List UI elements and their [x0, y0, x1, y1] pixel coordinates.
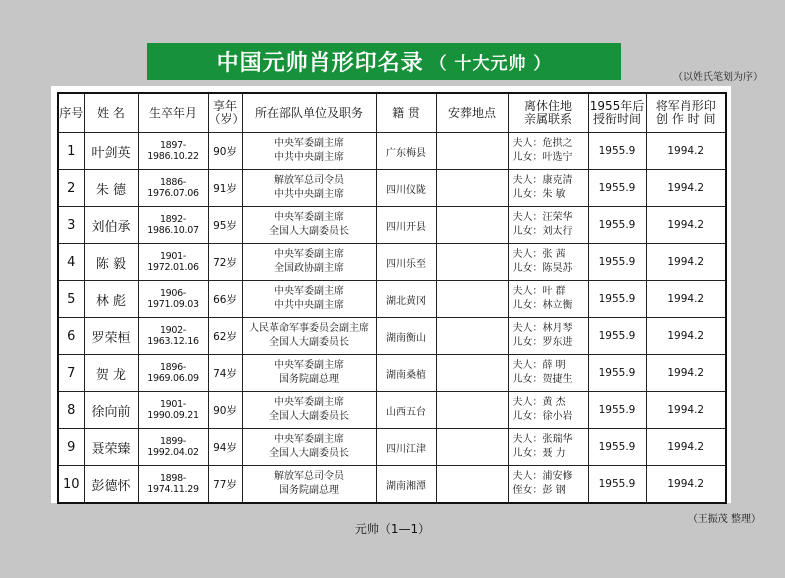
cell-life: 1906-1971.09.03 — [138, 281, 208, 318]
cell-origin: 山西五台 — [376, 392, 436, 429]
compiler-credit: （王振茂 整理） — [687, 514, 761, 525]
cell-age: 74岁 — [208, 355, 242, 392]
cell-no: 9 — [58, 429, 84, 466]
header-line: 姓 名 — [97, 105, 125, 120]
cell-life: 1886-1976.07.06 — [138, 170, 208, 207]
header-row — [58, 93, 726, 133]
cell-family-line: 儿女：林立衡 — [512, 300, 573, 311]
cell-family-line: 儿女：朱 敏 — [512, 189, 566, 200]
cell-name: 罗荣桓 — [84, 318, 138, 355]
cell-family-line: 儿女：刘太行 — [512, 226, 573, 237]
cell-seal: 1994.2 — [646, 133, 726, 170]
cell-family — [508, 392, 588, 429]
header-col-burial — [436, 93, 508, 133]
cell-duty-line: 中共中央副主席 — [274, 300, 344, 311]
table-body — [58, 133, 726, 504]
cell-no: 10 — [58, 466, 84, 504]
cell-family-line: 夫人：张 茜 — [512, 249, 566, 260]
cell-seal: 1994.2 — [646, 318, 726, 355]
cell-family — [508, 318, 588, 355]
header-line: 亲属联系 — [523, 112, 572, 126]
cell-duty-line: 中央军委副主席 — [274, 286, 344, 297]
header-line: 创 作 时 间 — [656, 112, 716, 126]
cell-name: 朱 德 — [84, 170, 138, 207]
cell-family-line: 夫人：叶 群 — [512, 286, 566, 297]
table-row — [58, 244, 726, 281]
cell-origin: 四川仪陇 — [376, 170, 436, 207]
header-col-name — [84, 93, 138, 133]
cell-duty-line: 中央军委副主席 — [274, 138, 344, 149]
cell-no: 1 — [58, 133, 84, 170]
cell-duty-line: 中共中央副主席 — [274, 189, 344, 200]
page-title: 中国元帅肖形印名录 — [216, 51, 424, 76]
cell-duty-line: 解放军总司令员 — [274, 471, 344, 482]
cell-age: 95岁 — [208, 207, 242, 244]
cell-life: 1902-1963.12.16 — [138, 318, 208, 355]
cell-name: 彭德怀 — [84, 466, 138, 504]
header-col-family — [508, 93, 588, 133]
cell-family-line: 儿女：叶选宁 — [512, 152, 573, 163]
cell-duty — [242, 207, 376, 244]
cell-age: 66岁 — [208, 281, 242, 318]
header-line: （岁） — [208, 112, 245, 126]
sort-note: （以姓氏笔划为序） — [673, 72, 763, 83]
cell-family — [508, 207, 588, 244]
header-col-no — [58, 93, 84, 133]
cell-family — [508, 244, 588, 281]
marshal-table — [57, 92, 727, 504]
cell-duty — [242, 170, 376, 207]
cell-duty — [242, 281, 376, 318]
cell-family-line: 夫人：康克清 — [512, 175, 573, 186]
cell-duty-line: 全国人大副委员长 — [269, 337, 349, 348]
cell-burial — [436, 133, 508, 170]
cell-family-line: 儿女：陈昊苏 — [512, 263, 573, 274]
cell-burial — [436, 170, 508, 207]
header-col-seal — [646, 93, 726, 133]
table-row — [58, 170, 726, 207]
cell-rank: 1955.9 — [588, 466, 646, 504]
header-col-rank — [588, 93, 646, 133]
cell-rank: 1955.9 — [588, 318, 646, 355]
cell-rank: 1955.9 — [588, 207, 646, 244]
cell-name: 贺 龙 — [84, 355, 138, 392]
cell-burial — [436, 392, 508, 429]
cell-burial — [436, 466, 508, 504]
cell-duty — [242, 429, 376, 466]
header-line: 籍 贯 — [392, 105, 420, 120]
cell-age: 90岁 — [208, 133, 242, 170]
cell-no: 3 — [58, 207, 84, 244]
header-line: 1955年后 — [589, 99, 645, 113]
cell-family — [508, 133, 588, 170]
table-row — [58, 355, 726, 392]
cell-seal: 1994.2 — [646, 466, 726, 504]
cell-rank: 1955.9 — [588, 170, 646, 207]
cell-duty-line: 全国人大副委员长 — [269, 448, 349, 459]
cell-burial — [436, 207, 508, 244]
cell-burial — [436, 318, 508, 355]
cell-no: 8 — [58, 392, 84, 429]
cell-life: 1897-1986.10.22 — [138, 133, 208, 170]
cell-duty-line: 中央军委副主席 — [274, 360, 344, 371]
cell-family-line: 夫人：林月琴 — [512, 323, 573, 334]
cell-origin: 湖南湘潭 — [376, 466, 436, 504]
table-row — [58, 281, 726, 318]
cell-family-line: 儿女：聂 力 — [512, 448, 566, 459]
cell-seal: 1994.2 — [646, 392, 726, 429]
cell-family — [508, 466, 588, 504]
cell-origin: 湖北黄冈 — [376, 281, 436, 318]
cell-life: 1901-1972.01.06 — [138, 244, 208, 281]
header-line: 所在部队单位及职务 — [254, 105, 363, 120]
cell-seal: 1994.2 — [646, 207, 726, 244]
header-line: 享年 — [212, 99, 237, 113]
cell-no: 2 — [58, 170, 84, 207]
table-row — [58, 133, 726, 170]
header-col-duty — [242, 93, 376, 133]
cell-duty — [242, 355, 376, 392]
cell-duty-line: 解放军总司令员 — [274, 175, 344, 186]
table-row — [58, 466, 726, 504]
cell-rank: 1955.9 — [588, 244, 646, 281]
header-line: 安葬地点 — [447, 105, 496, 120]
table-row — [58, 429, 726, 466]
cell-no: 7 — [58, 355, 84, 392]
cell-duty-line: 中央军委副主席 — [274, 249, 344, 260]
cell-name: 徐向前 — [84, 392, 138, 429]
cell-origin: 四川江津 — [376, 429, 436, 466]
cell-duty — [242, 318, 376, 355]
table-sheet — [51, 86, 731, 503]
cell-family-line: 夫人：薛 明 — [512, 360, 566, 371]
cell-seal: 1994.2 — [646, 244, 726, 281]
cell-duty-line: 全国政协副主席 — [274, 263, 344, 274]
cell-life: 1899-1992.04.02 — [138, 429, 208, 466]
cell-family-line: 儿女：贺捷生 — [512, 374, 573, 385]
cell-origin: 四川乐至 — [376, 244, 436, 281]
cell-age: 62岁 — [208, 318, 242, 355]
cell-duty-line: 全国人大副委员长 — [269, 226, 349, 237]
cell-duty — [242, 244, 376, 281]
cell-seal: 1994.2 — [646, 281, 726, 318]
cell-duty — [242, 392, 376, 429]
cell-rank: 1955.9 — [588, 429, 646, 466]
page-footer: 元帅（1—1） — [354, 522, 431, 536]
cell-life: 1901-1990.09.21 — [138, 392, 208, 429]
cell-seal: 1994.2 — [646, 170, 726, 207]
cell-life: 1898-1974.11.29 — [138, 466, 208, 504]
cell-family-line: 夫人：黄 杰 — [512, 397, 566, 408]
cell-name: 林 彪 — [84, 281, 138, 318]
cell-rank: 1955.9 — [588, 133, 646, 170]
cell-duty — [242, 466, 376, 504]
cell-name: 陈 毅 — [84, 244, 138, 281]
title-banner — [147, 43, 621, 80]
table-row — [58, 318, 726, 355]
header-col-life — [138, 93, 208, 133]
cell-origin: 湖南桑植 — [376, 355, 436, 392]
cell-age: 77岁 — [208, 466, 242, 504]
cell-duty-line: 国务院副总理 — [279, 374, 339, 385]
cell-burial — [436, 244, 508, 281]
cell-family — [508, 429, 588, 466]
header-line: 生卒年月 — [148, 105, 197, 120]
cell-origin: 广东梅县 — [376, 133, 436, 170]
header-line: 序号 — [59, 105, 84, 120]
cell-family-line: 儿女：罗东进 — [512, 337, 573, 348]
header-line: 授衔时间 — [592, 112, 641, 126]
cell-seal: 1994.2 — [646, 429, 726, 466]
cell-family-line: 侄女：彭 钢 — [512, 485, 566, 496]
header-line: 离休住地 — [523, 99, 572, 113]
cell-duty — [242, 133, 376, 170]
cell-family-line: 儿女：徐小岩 — [512, 411, 573, 422]
table-row — [58, 207, 726, 244]
cell-duty-line: 全国人大副委员长 — [269, 411, 349, 422]
cell-life: 1896-1969.06.09 — [138, 355, 208, 392]
cell-name: 刘伯承 — [84, 207, 138, 244]
page-subtitle: （ 十大元帅 ） — [429, 54, 552, 74]
cell-age: 72岁 — [208, 244, 242, 281]
cell-burial — [436, 281, 508, 318]
cell-duty-line: 中央军委副主席 — [274, 434, 344, 445]
cell-duty-line: 人民革命军事委员会副主席 — [249, 323, 369, 334]
cell-name: 聂荣臻 — [84, 429, 138, 466]
cell-rank: 1955.9 — [588, 281, 646, 318]
cell-age: 90岁 — [208, 392, 242, 429]
cell-family — [508, 355, 588, 392]
cell-rank: 1955.9 — [588, 355, 646, 392]
cell-origin: 四川开县 — [376, 207, 436, 244]
cell-duty-line: 国务院副总理 — [279, 485, 339, 496]
cell-duty-line: 中央军委副主席 — [274, 397, 344, 408]
cell-family-line: 夫人：危拱之 — [512, 138, 573, 149]
cell-duty-line: 中共中央副主席 — [274, 152, 344, 163]
cell-burial — [436, 355, 508, 392]
cell-life: 1892-1986.10.07 — [138, 207, 208, 244]
header-col-origin — [376, 93, 436, 133]
cell-age: 91岁 — [208, 170, 242, 207]
header-col-age — [208, 93, 245, 133]
cell-rank: 1955.9 — [588, 392, 646, 429]
cell-origin: 湖南衡山 — [376, 318, 436, 355]
cell-no: 5 — [58, 281, 84, 318]
cell-family-line: 夫人：浦安修 — [512, 471, 573, 482]
header-line: 将军肖形印 — [655, 99, 716, 113]
cell-family-line: 夫人：张瑞华 — [512, 434, 573, 445]
cell-family — [508, 281, 588, 318]
cell-no: 4 — [58, 244, 84, 281]
cell-family-line: 夫人：汪荣华 — [512, 212, 573, 223]
cell-name: 叶剑英 — [84, 133, 138, 170]
cell-family — [508, 170, 588, 207]
cell-duty-line: 中央军委副主席 — [274, 212, 344, 223]
cell-seal: 1994.2 — [646, 355, 726, 392]
cell-no: 6 — [58, 318, 84, 355]
table-row — [58, 392, 726, 429]
cell-burial — [436, 429, 508, 466]
cell-age: 94岁 — [208, 429, 242, 466]
